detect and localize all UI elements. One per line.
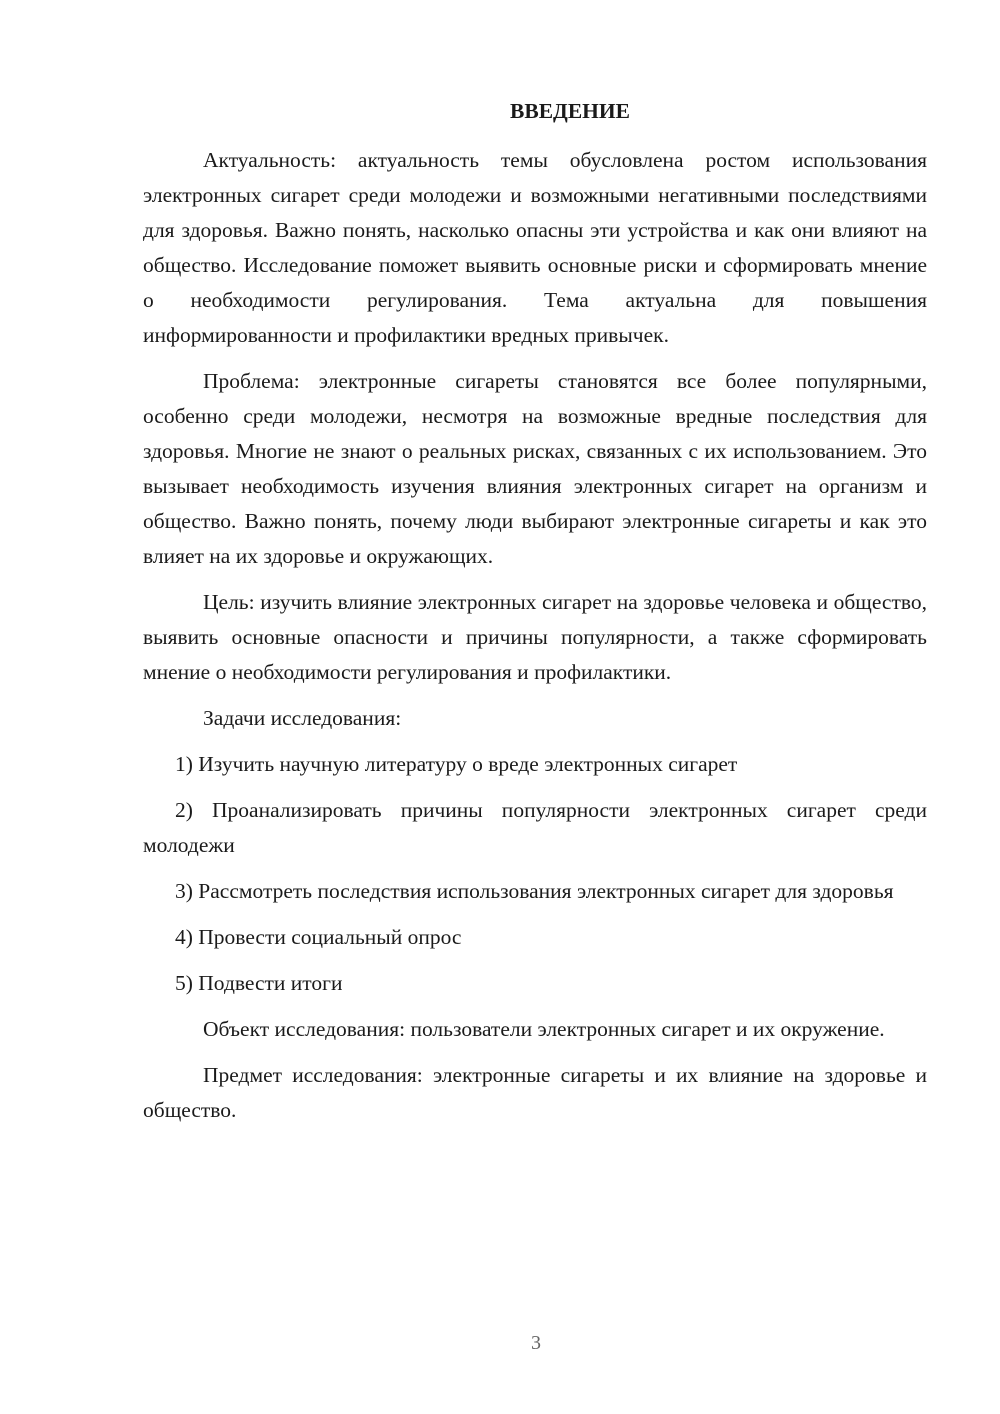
task-item-4: 4) Провести социальный опрос [175,925,462,949]
problem-paragraph: Проблема: электронные сигареты становятся все более популярными, особенно среди молодежи, несмотря на возможные вредные последствия для здоровья. Многие не знают о реальных рисках, связанных с их использованием. Это вызывает необходимость изучения влияния электронных сигарет на организм и общество. Важно понять, почему люди выбирают электронные сигареты и как это влияет на их здоровье и окружающих. [143,369,927,568]
page-title: ВВЕДЕНИЕ [510,99,630,123]
task-item-5: 5) Подвести итоги [175,971,343,995]
task-item-1: 1) Изучить научную литературу о вреде электронных сигарет [175,752,738,776]
task-item-2: 2) Проанализировать причины популярности электронных сигарет среди молодежи [143,798,927,857]
goal-paragraph: Цель: изучить влияние электронных сигарет на здоровье человека и общество, выявить основные опасности и причины популярности, а также сформировать мнение о необходимости регулирования и профилактики. [143,590,927,684]
tasks-title: Задачи исследования: [203,706,402,730]
object-paragraph: Объект исследования: пользователи электронных сигарет и их окружение. [203,1017,885,1041]
subject-paragraph: Предмет исследования: электронные сигареты и их влияние на здоровье и общество. [143,1063,927,1122]
page-number: 3 [531,1332,541,1354]
task-item-3: 3) Рассмотреть последствия использования электронных сигарет для здоровья [175,879,894,903]
page-content [143,97,927,1128]
relevance-paragraph: Актуальность: актуальность темы обусловлена ростом использования электронных сигарет среди молодежи и возможными негативными последствиями для здоровья. Важно понять, насколько опасны эти устройства и как они влияют на общество. Исследование поможет выявить основные риски и сформировать мнение о необходимости регулирования. Тема актуальна для повышения информированности и профилактики вредных привычек. [143,148,927,347]
